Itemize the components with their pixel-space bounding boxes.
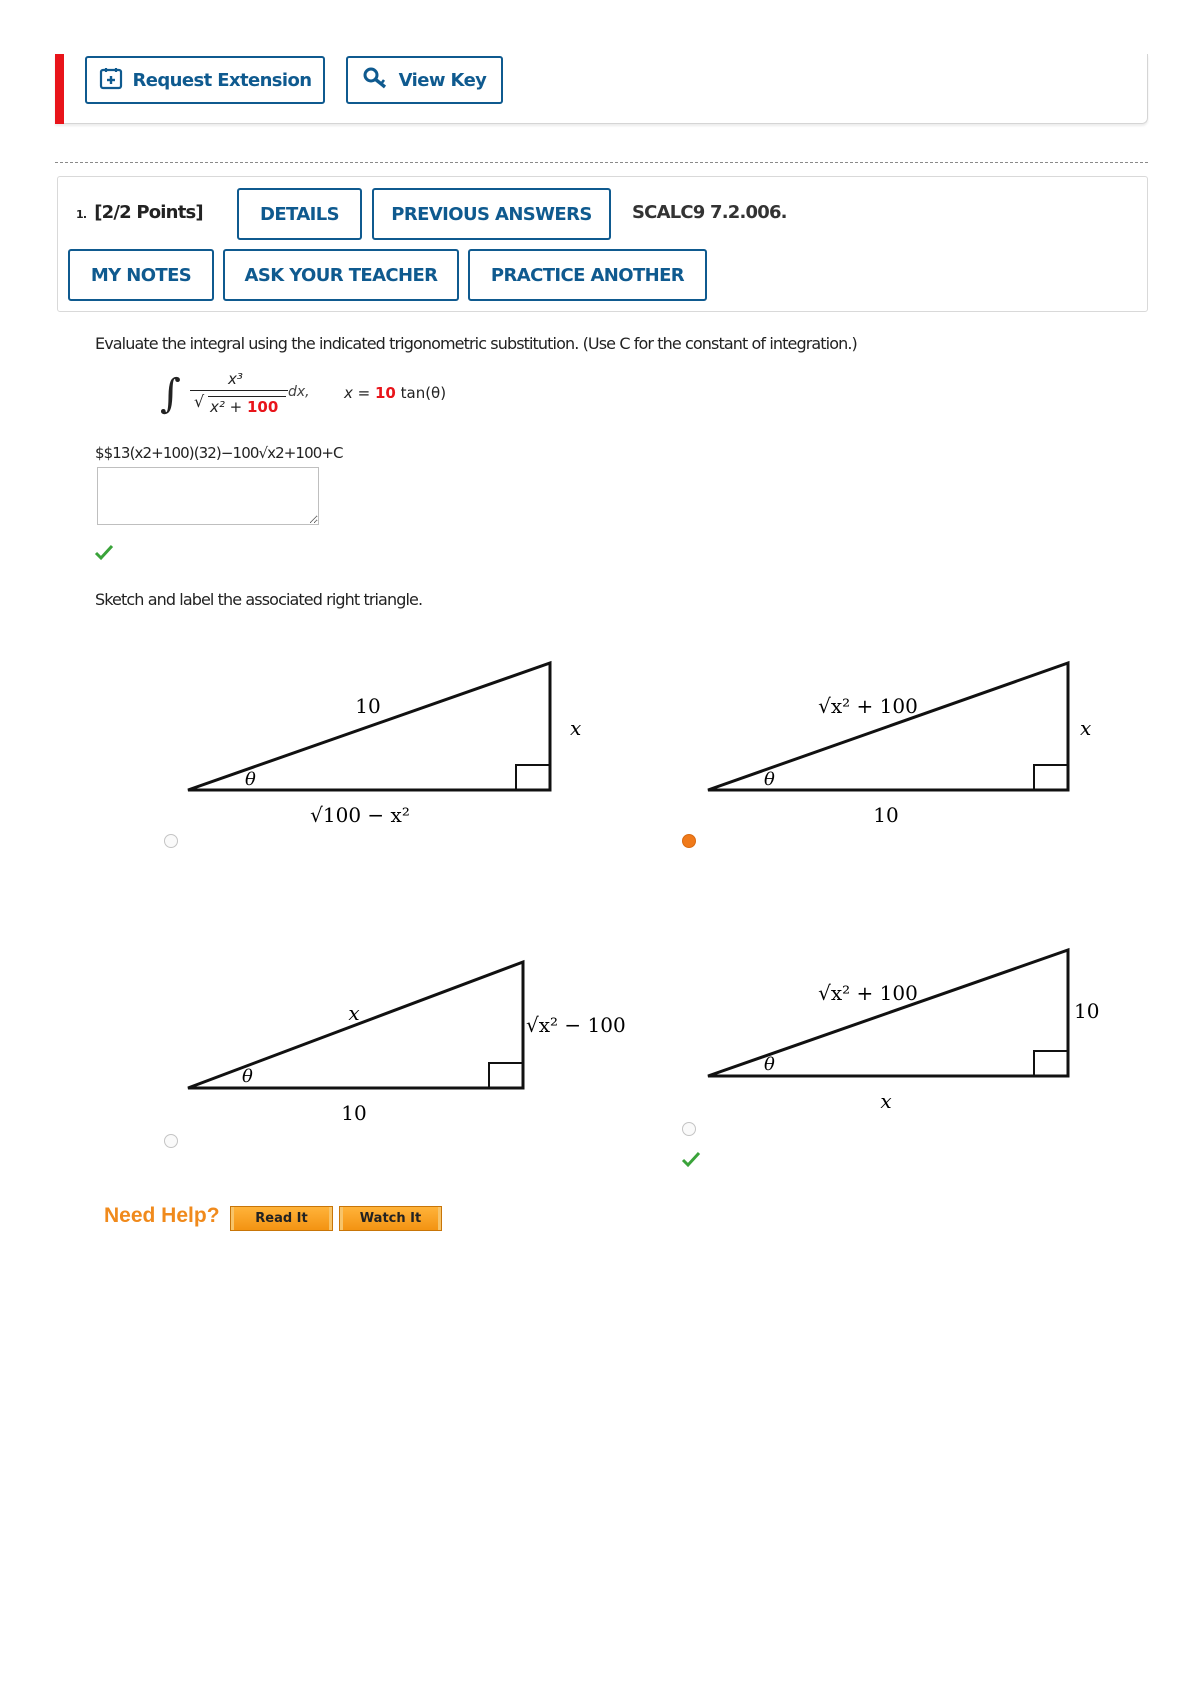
triangle-a-angle: θ	[245, 769, 256, 790]
view-key-button[interactable]	[346, 56, 503, 104]
integral-denominator: x² + 100	[210, 398, 279, 416]
divider	[55, 162, 1148, 163]
request-extension-button[interactable]	[85, 56, 325, 104]
status-bar	[55, 54, 64, 124]
triangle-option-a-radio[interactable]	[164, 834, 178, 848]
triangle-option-d	[708, 950, 1099, 1113]
triangle-options	[150, 640, 1140, 1200]
practice-another-button[interactable]: PRACTICE ANOTHER	[468, 249, 707, 301]
integral-numerator: x³	[228, 370, 243, 388]
triangle-option-d-radio[interactable]	[682, 1122, 696, 1136]
triangle-b-hyp: √x² + 100	[818, 694, 918, 718]
details-button[interactable]: DETAILS	[237, 188, 362, 240]
triangle-b-adj: 10	[873, 803, 899, 827]
sketch-prompt: Sketch and label the associated right triangle.	[95, 590, 423, 609]
question-number: 1. [2/2 Points]	[76, 202, 203, 223]
previous-answers-button[interactable]: PREVIOUS ANSWERS	[372, 188, 611, 240]
integral-dx: dx,	[288, 384, 310, 400]
calendar-plus-icon	[99, 66, 123, 95]
substitution: x = 10 tan(θ)	[344, 384, 447, 402]
answer-input[interactable]	[97, 467, 319, 525]
fraction-bar	[190, 390, 288, 391]
triangle-d-adj: x	[880, 1089, 892, 1113]
triangle-option-b-radio[interactable]	[682, 834, 696, 848]
triangle-c-opp: √x² − 100	[526, 1013, 626, 1037]
triangle-option-c	[188, 962, 626, 1125]
submitted-answer-text: $$13(x2+100)(32)−100√x2+100+C	[95, 444, 343, 462]
triangle-c-angle: θ	[242, 1066, 253, 1087]
triangle-a-hyp: 10	[355, 694, 381, 718]
watch-it-button[interactable]: Watch It	[339, 1206, 442, 1231]
triangle-d-angle: θ	[764, 1054, 775, 1075]
sqrt-overline	[208, 396, 286, 397]
question-code: SCALC9 7.2.006.	[632, 202, 787, 223]
request-extension-label: Request Extension	[132, 69, 312, 91]
key-icon	[363, 67, 389, 94]
points-label: [2/2 Points]	[94, 202, 203, 223]
view-key-label: View Key	[398, 69, 487, 91]
triangle-d-opp: 10	[1074, 999, 1100, 1023]
triangle-option-a	[188, 663, 581, 827]
correct-check-icon	[94, 543, 114, 561]
triangle-correct-check-icon	[681, 1150, 701, 1168]
sqrt-symbol: √	[194, 392, 205, 411]
my-notes-button[interactable]: MY NOTES	[68, 249, 214, 301]
integral-sign: ∫	[160, 371, 181, 417]
triangle-c-adj: 10	[341, 1101, 367, 1125]
triangle-a-adj: √100 − x²	[310, 803, 410, 827]
triangle-a-opp: x	[570, 716, 582, 740]
triangle-option-c-radio[interactable]	[164, 1134, 178, 1148]
triangle-d-hyp: √x² + 100	[818, 981, 918, 1005]
integral-expression	[160, 368, 460, 428]
ask-your-teacher-button[interactable]: ASK YOUR TEACHER	[223, 249, 459, 301]
triangle-b-angle: θ	[764, 769, 775, 790]
triangle-b-opp: x	[1080, 716, 1092, 740]
read-it-button[interactable]: Read It	[230, 1206, 333, 1231]
question-prompt: Evaluate the integral using the indicated trigonometric substitution. (Use C for the constant of integration.)	[95, 334, 857, 353]
triangle-c-hyp: x	[348, 1001, 360, 1025]
triangle-option-b	[708, 663, 1091, 827]
need-help-label: Need Help?	[104, 1204, 220, 1227]
